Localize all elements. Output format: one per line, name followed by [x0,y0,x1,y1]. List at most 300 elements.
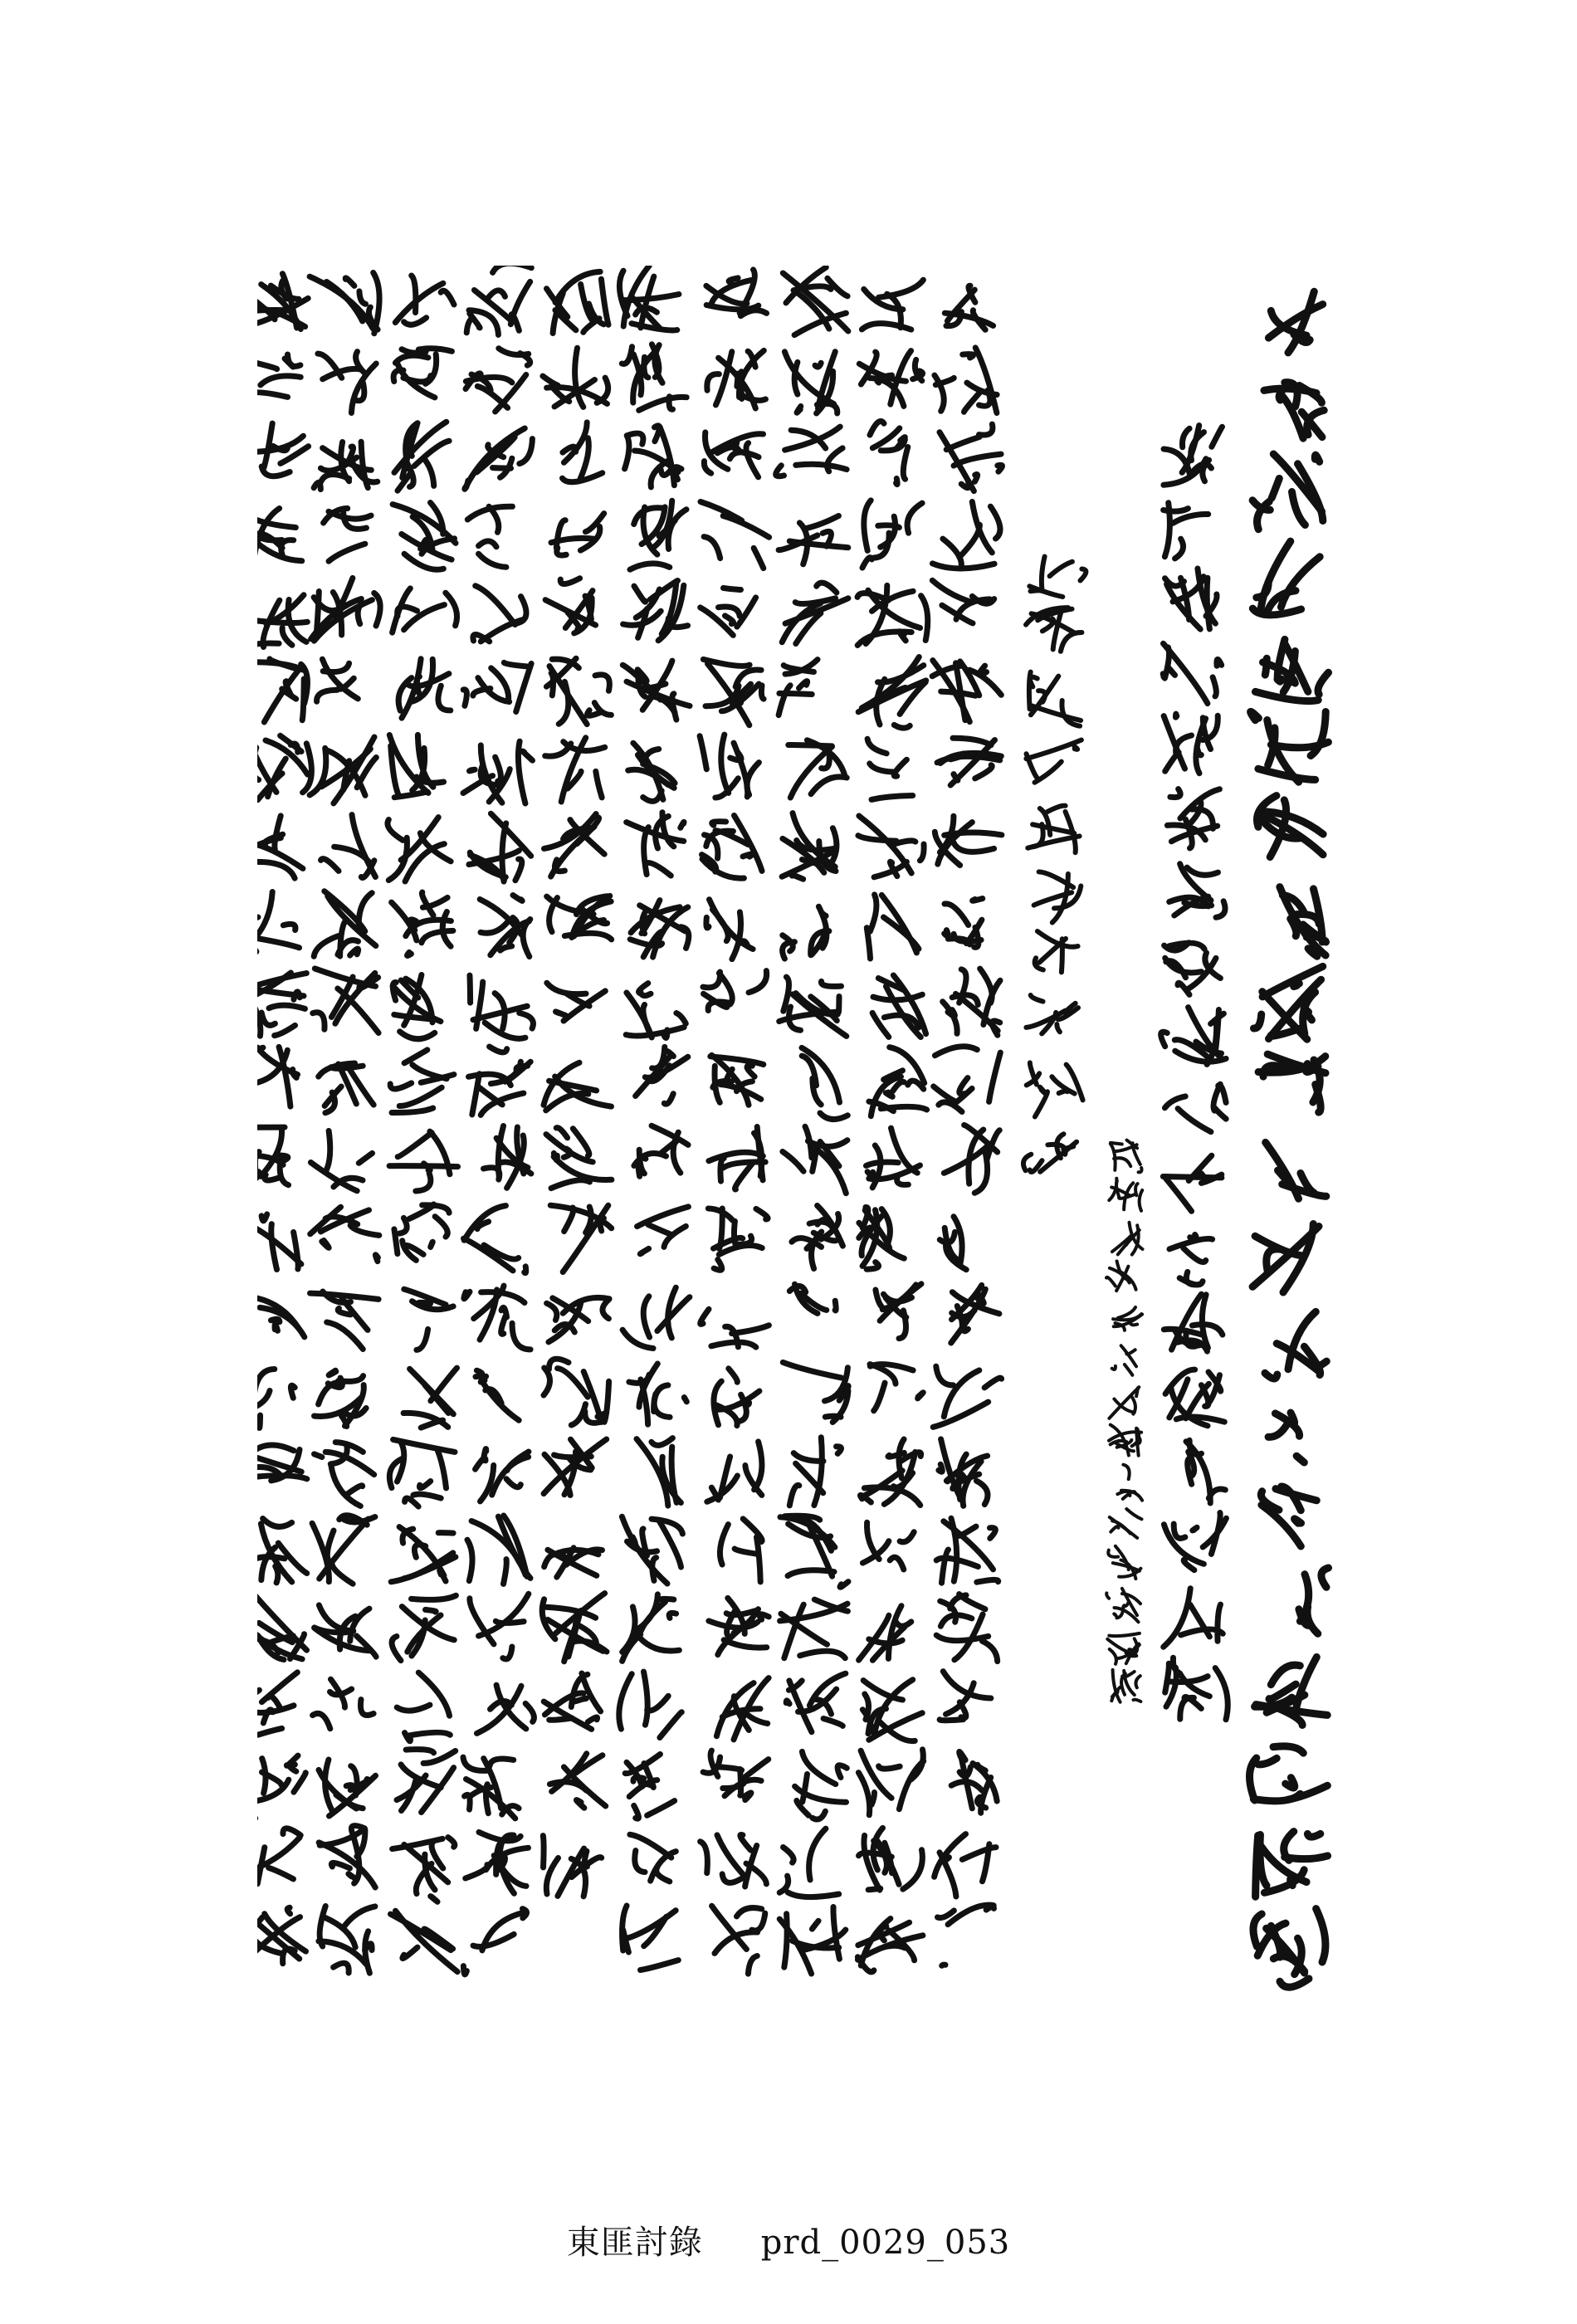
manuscript-glyph [780,1599,848,1658]
manuscript-glyph [467,1516,530,1584]
manuscript-glyph [701,588,756,635]
manuscript-glyph [324,509,372,562]
manuscript-glyph [789,1284,836,1313]
manuscript-glyph [783,906,829,959]
manuscript-glyph [484,1126,531,1189]
manuscript-glyph [257,595,307,647]
manuscript-glyph [257,735,311,799]
manuscript-glyph [1164,1589,1223,1648]
manuscript-glyph [706,270,767,316]
manuscript-glyph [469,813,531,881]
page-id: prd_0029_053 [760,2224,1011,2262]
manuscript-glyph [1250,1746,1328,1801]
manuscript-glyph [628,743,675,801]
manuscript-glyph [389,1131,457,1191]
manuscript-glyph [862,500,922,568]
manuscript-glyph [703,971,767,1011]
manuscript-glyph [466,266,531,334]
manuscript-glyph [1251,711,1329,782]
manuscript-glyph [937,738,1001,785]
manuscript-glyph [779,1828,839,1897]
manuscript-glyph [622,1287,690,1348]
manuscript-glyph [1164,714,1218,774]
manuscript-glyph [1265,1311,1326,1379]
manuscript-glyph [318,352,376,413]
manuscript-glyph [390,1050,454,1113]
manuscript-glyph [480,896,530,957]
manuscript-glyph [709,1598,769,1654]
manuscript-glyph [257,354,300,397]
manuscript-column [1106,1140,1143,1702]
manuscript-glyph [1169,1235,1213,1285]
manuscript-glyph [1257,796,1324,857]
manuscript-glyph [1253,1909,1326,1988]
manuscript-glyph [404,1289,453,1350]
manuscript-glyph [542,1594,607,1662]
manuscript-glyph [862,280,923,330]
manuscript-glyph [1107,1633,1140,1664]
manuscript-glyph [463,662,531,711]
manuscript-glyph [315,1443,374,1506]
manuscript-glyph [1035,931,1078,972]
manuscript-glyph [466,1832,529,1893]
manuscript-glyph [257,816,303,878]
manuscript-glyph [795,1751,847,1819]
manuscript-glyph [544,1439,607,1496]
manuscript-glyph [257,1445,307,1481]
manuscript-glyph [1252,541,1320,615]
manuscript-glyph [1117,1465,1142,1501]
manuscript-glyph [257,1672,297,1735]
manuscript-glyph [779,1907,846,1975]
manuscript-glyph [1109,1425,1141,1456]
manuscript-glyph [1258,1054,1326,1112]
manuscript-glyph [938,1905,994,1965]
manuscript-glyph [1264,383,1324,438]
manuscript-glyph [545,579,596,633]
manuscript-glyph [622,1594,680,1662]
manuscript-glyph [708,1208,768,1270]
manuscript-glyph [393,588,457,632]
manuscript-column [310,273,380,1974]
manuscript-glyph [859,1207,905,1269]
manuscript-glyph [1106,1262,1136,1291]
manuscript-glyph [1106,1589,1140,1622]
manuscript-glyph [1266,1142,1326,1199]
manuscript-glyph [463,741,533,803]
manuscript-glyph [1163,643,1222,703]
manuscript-glyph [1110,1509,1142,1538]
manuscript-glyph [476,1449,529,1501]
manuscript-glyph [467,506,512,567]
manuscript-glyph [802,1047,847,1119]
manuscript-glyph [870,1365,923,1411]
page-footer [0,2216,1577,2263]
manuscript-glyph [1252,1224,1319,1293]
manuscript-glyph [933,1366,1001,1427]
manuscript-glyph [310,273,379,334]
manuscript-glyph [1028,806,1079,853]
manuscript-glyph [622,1906,679,1970]
manuscript-glyph [776,427,847,476]
manuscript-glyph [625,426,681,487]
manuscript-glyph [782,813,837,880]
manuscript-glyph [547,983,606,1021]
manuscript-glyph [389,735,443,797]
manuscript-glyph [636,1047,688,1104]
manuscript-glyph [319,1826,375,1887]
manuscript-glyph [945,899,983,948]
manuscript-glyph [1268,1413,1304,1462]
manuscript-glyph [867,739,913,799]
manuscript-column [463,266,534,1975]
manuscript-glyph [630,1834,676,1882]
manuscript-glyph [701,502,769,569]
manuscript-glyph [869,1047,927,1116]
manuscript-glyph [463,1757,519,1819]
manuscript-glyph [634,1125,688,1176]
manuscript-glyph [720,1519,762,1582]
manuscript-glyph [257,659,307,722]
manuscript-glyph [779,660,818,715]
manuscript-glyph [935,816,1002,865]
manuscript-glyph [392,1595,456,1660]
manuscript-glyph [779,977,847,1036]
manuscript-glyph [945,286,993,330]
manuscript-glyph [257,1907,306,1963]
manuscript-glyph [257,973,306,1036]
manuscript-glyph [792,1206,843,1269]
manuscript-glyph [257,1214,301,1270]
manuscript-glyph [782,583,848,643]
manuscript-glyph [473,586,526,642]
manuscript-glyph [712,1906,765,1974]
manuscript-columns [257,266,1345,2092]
book-title: 東匪討錄 [566,2224,703,2262]
manuscript-glyph [1164,1513,1226,1570]
manuscript-glyph [876,1284,921,1339]
manuscript-glyph [388,818,451,881]
manuscript-column [542,271,612,1896]
manuscript-glyph [393,503,456,570]
manuscript-glyph [393,1838,455,1902]
manuscript-glyph [1164,1294,1223,1351]
manuscript-glyph [470,975,534,1038]
manuscript-glyph [707,350,766,408]
manuscript-glyph [310,1131,372,1191]
manuscript-glyph [934,1047,1001,1112]
manuscript-glyph [622,1516,682,1584]
manuscript-glyph [1252,454,1323,530]
manuscript-glyph [701,1835,767,1887]
manuscript-glyph [951,1752,997,1814]
manuscript-glyph [312,1516,375,1584]
manuscript-glyph [310,737,376,803]
manuscript-glyph [1026,740,1081,783]
manuscript-glyph [857,585,928,645]
manuscript-glyph [857,1919,923,1972]
manuscript-glyph [940,424,1002,491]
manuscript-glyph [939,1439,988,1506]
manuscript-glyph [940,1672,991,1721]
manuscript-glyph [1186,1440,1225,1503]
manuscript-glyph [626,984,686,1038]
manuscript-glyph [1034,872,1081,922]
manuscript-glyph [257,892,300,952]
manuscript-glyph [1268,291,1322,353]
manuscript-glyph [786,1673,846,1732]
manuscript-glyph [627,813,684,876]
manuscript-glyph [779,516,848,564]
manuscript-glyph [707,1442,762,1501]
manuscript-glyph [783,1362,848,1422]
manuscript-glyph [1255,1658,1328,1726]
manuscript-glyph [310,1291,379,1350]
manuscript-glyph [789,1438,841,1506]
manuscript-glyph [544,1673,600,1729]
manuscript-glyph [547,896,612,940]
manuscript-column [776,267,849,1974]
manuscript-glyph [1169,864,1225,918]
manuscript-glyph [784,352,837,413]
manuscript-glyph [389,1439,455,1506]
manuscript-glyph [716,1678,769,1740]
manuscript-column [700,270,769,1974]
manuscript-glyph [1109,1387,1139,1418]
manuscript-glyph [545,738,605,802]
manuscript-glyph [403,1368,456,1428]
manuscript-glyph [1113,1307,1142,1330]
manuscript-glyph [551,514,604,555]
manuscript-glyph [935,348,997,413]
manuscript-glyph [393,349,452,398]
manuscript-glyph [629,1364,686,1424]
manuscript-glyph [859,1828,923,1890]
manuscript-glyph [1164,426,1223,486]
manuscript-glyph [397,1672,450,1741]
manuscript-glyph [1256,1832,1328,1897]
manuscript-glyph [630,901,689,958]
manuscript-glyph [393,975,441,1039]
manuscript-glyph [1299,1568,1329,1633]
manuscript-glyph [704,432,763,477]
manuscript-glyph [257,509,302,563]
manuscript-column [1023,557,1086,1172]
manuscript-glyph [858,1750,923,1815]
manuscript-glyph [943,969,1000,1035]
manuscript-glyph [547,271,609,333]
manuscript-glyph [315,1370,367,1426]
manuscript-glyph [858,816,924,877]
manuscript-glyph [637,1207,689,1254]
manuscript-glyph [1112,1345,1136,1375]
manuscript-glyph [470,1594,529,1659]
manuscript-glyph [1023,1134,1077,1172]
manuscript-glyph [466,349,530,412]
manuscript-glyph [622,344,686,411]
manuscript-glyph [951,1285,999,1343]
manuscript-glyph [1165,1370,1224,1426]
manuscript-glyph [625,1755,675,1819]
manuscript-glyph [861,1439,921,1506]
manuscript-glyph [619,266,678,330]
manuscript-glyph [867,895,919,959]
manuscript-glyph [709,1127,765,1190]
manuscript-glyph [257,1828,300,1884]
manuscript-glyph [319,1063,374,1113]
manuscript-column [257,274,311,1964]
manuscript-glyph [1164,503,1208,559]
manuscript-glyph [940,1217,966,1270]
manuscript-glyph [463,1909,526,1975]
manuscript-glyph [630,500,686,569]
manuscript-glyph [257,1519,307,1583]
manuscript-glyph [311,578,381,641]
manuscript-glyph [936,1518,998,1583]
manuscript-glyph [702,816,763,879]
manuscript-glyph [1261,1487,1316,1546]
manuscript-glyph [563,422,603,482]
manuscript-glyph [394,1204,449,1261]
manuscript-glyph [314,442,378,489]
manuscript-glyph [706,900,753,959]
manuscript-glyph [862,1680,922,1741]
manuscript-glyph [932,661,1001,722]
manuscript-glyph [1163,1155,1222,1211]
manuscript-glyph [544,1359,609,1425]
manuscript-glyph [549,1754,605,1808]
manuscript-glyph [637,1438,681,1506]
manuscript-glyph [1165,569,1218,629]
manuscript-glyph [257,1047,298,1106]
manuscript-glyph [257,1755,305,1819]
manuscript-glyph [465,428,533,489]
manuscript-glyph [859,1606,911,1661]
manuscript-glyph [543,348,608,407]
manuscript-glyph [313,969,378,1033]
manuscript-glyph [315,1605,376,1657]
manuscript-glyph [392,892,453,955]
manuscript-glyph [1161,1008,1226,1065]
manuscript-glyph [867,1128,920,1188]
manuscript-glyph [1111,1140,1142,1173]
manuscript-glyph [1027,1062,1083,1116]
manuscript-glyph [257,274,308,330]
manuscript-glyph [701,1309,769,1347]
manuscript-glyph [714,1369,759,1426]
manuscript-glyph [1254,966,1323,1039]
manuscript-glyph [858,657,926,729]
manuscript-glyph [622,661,690,720]
handwritten-manuscript-image [257,266,1345,2092]
manuscript-glyph [257,423,309,476]
manuscript-glyph [544,814,605,877]
manuscript-glyph [398,659,451,718]
manuscript-glyph [1164,1084,1226,1131]
manuscript-glyph [319,1907,375,1974]
manuscript-glyph [1109,1179,1142,1211]
manuscript-glyph [550,1205,612,1272]
manuscript-column [932,286,1002,1965]
manuscript-glyph [257,1127,289,1185]
manuscript-glyph [1111,1670,1140,1702]
manuscript-glyph [619,1672,681,1737]
manuscript-glyph [543,1836,601,1897]
manuscript-glyph [1108,1546,1140,1579]
manuscript-column [1161,426,1228,1720]
manuscript-glyph [859,351,922,407]
manuscript-glyph [546,1128,612,1189]
manuscript-glyph [623,581,688,641]
manuscript-glyph [546,658,611,724]
manuscript-glyph [1029,557,1086,598]
manuscript-glyph [391,1911,458,1971]
manuscript-column [857,280,928,1972]
manuscript-glyph [703,659,764,725]
manuscript-glyph [319,1760,376,1816]
manuscript-glyph [476,1370,519,1420]
manuscript-glyph [397,1750,456,1813]
manuscript-glyph [394,422,449,491]
manuscript-glyph [870,421,908,484]
manuscript-glyph [314,891,376,957]
manuscript-glyph [391,1527,456,1582]
manuscript-glyph [1167,789,1219,848]
manuscript-glyph [872,975,926,1038]
manuscript-glyph [933,502,1000,569]
manuscript-glyph [395,276,454,325]
manuscript-glyph [1280,887,1326,957]
manuscript-glyph [469,1047,531,1115]
manuscript-glyph [313,1679,374,1729]
manuscript-column [619,266,690,1970]
manuscript-glyph [257,1595,307,1660]
manuscript-glyph [257,1370,295,1428]
manuscript-glyph [936,1594,998,1662]
manuscript-glyph [257,1297,305,1337]
manuscript-glyph [944,1125,999,1194]
manuscript-glyph [1026,995,1078,1033]
manuscript-glyph [710,1055,764,1105]
manuscript-glyph [1255,639,1328,701]
manuscript-glyph [1029,672,1081,726]
manuscript-glyph [317,659,359,701]
manuscript-glyph [788,740,847,798]
manuscript-glyph [862,1522,914,1570]
manuscript-glyph [544,1548,603,1577]
manuscript-glyph [1112,1223,1143,1255]
manuscript-glyph [547,1297,610,1342]
manuscript-column [388,276,458,1972]
manuscript-glyph [477,1685,535,1733]
manuscript-glyph [700,735,759,798]
manuscript-glyph [932,580,994,623]
manuscript-column [1250,291,1329,1987]
manuscript-glyph [464,1206,526,1273]
manuscript-glyph [321,815,376,878]
manuscript-glyph [935,1834,996,1897]
manuscript-glyph [1165,1658,1228,1720]
manuscript-glyph [1164,943,1221,995]
manuscript-glyph [783,1126,847,1193]
manuscript-glyph [780,1516,848,1587]
manuscript-glyph [464,1286,530,1350]
manuscript-glyph [310,1207,379,1261]
manuscript-glyph [544,1062,612,1111]
manuscript-glyph [703,1750,769,1800]
manuscript-glyph [1026,608,1081,652]
manuscript-glyph [783,267,848,335]
